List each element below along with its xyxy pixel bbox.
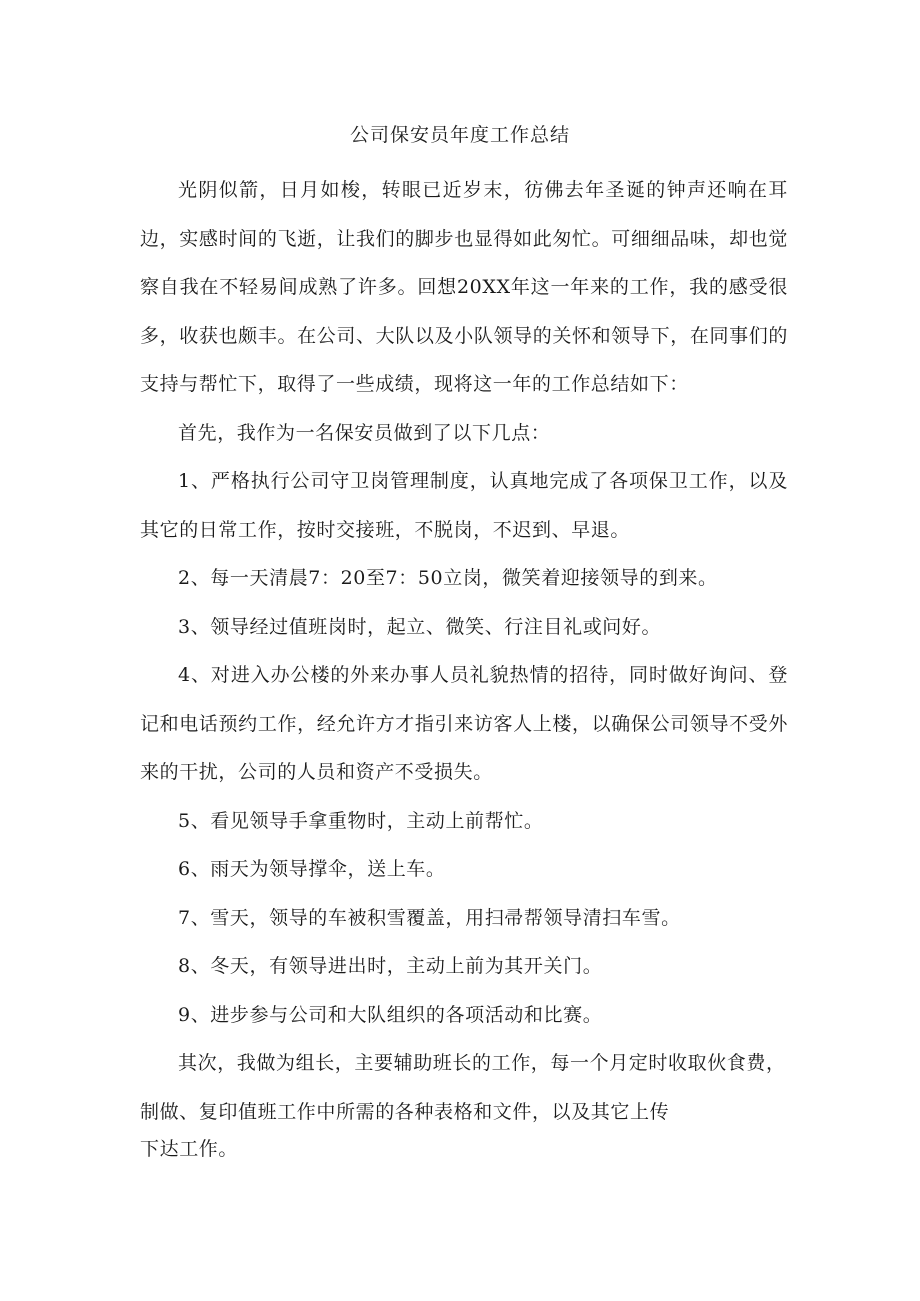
list-item-6: 6、雨天为领导撑伞，送上车。 (178, 858, 446, 880)
list-item-1: 1、严格执行公司守卫岗管理制度，认真地完成了各项保卫工作，以及其它的日常工作，按时交接班，不脱岗，不迟到、早退。 (140, 470, 788, 541)
paragraph-intro: 光阴似箭，日月如梭，转眼已近岁末，彷佛去年圣诞的钟声还响在耳边，实感时间的飞逝，让我们的脚步也显得如此匆忙。可细细品味，却也觉察自我在不轻易间成熟了许多。回想20XX年这一年来的工作，我的感受很多，收获也颇丰。在公司、大队以及小队领导的关怀和领导下，在同事们的支持与帮忙下，取得了一些成绩，现将这一年的工作总结如下： (140, 179, 788, 395)
document-body (140, 166, 788, 1162)
list-item-7: 7、雪天，领导的车被积雪覆盖，用扫帚帮领导清扫车雪。 (178, 906, 681, 929)
list-item-5: 5、看见领导手拿重物时，主动上前帮忙。 (178, 809, 544, 832)
list-item-3: 3、领导经过值班岗时，起立、微笑、行注目礼或问好。 (178, 615, 662, 638)
paragraph-tail: 下达工作。 (140, 1138, 239, 1160)
document-title: 公司保安员年度工作总结 (349, 124, 570, 146)
paragraph-second: 其次，我做为组长，主要辅助班长的工作，每一个月定时收取伙食费，制做、复印值班工作中所需的各种表格和文件，以及其它上传 (140, 1052, 786, 1123)
list-item-8: 8、冬天，有领导进出时，主动上前为其开关门。 (178, 955, 603, 977)
list-item-2: 2、每一天清晨7：20至7：50立岗，微笑着迎接领导的到来。 (178, 567, 718, 589)
paragraph-first-points-intro: 首先，我作为一名保安员做到了以下几点： (178, 421, 551, 444)
list-item-4: 4、对进入办公楼的外来办事人员礼貌热情的招待，同时做好询问、登记和电话预约工作，经允许方才指引来访客人上楼，以确保公司领导不受外来的干扰，公司的人员和资产不受损失。 (140, 664, 788, 783)
list-item-9: 9、进步参与公司和大队组织的各项活动和比赛。 (178, 1003, 603, 1026)
